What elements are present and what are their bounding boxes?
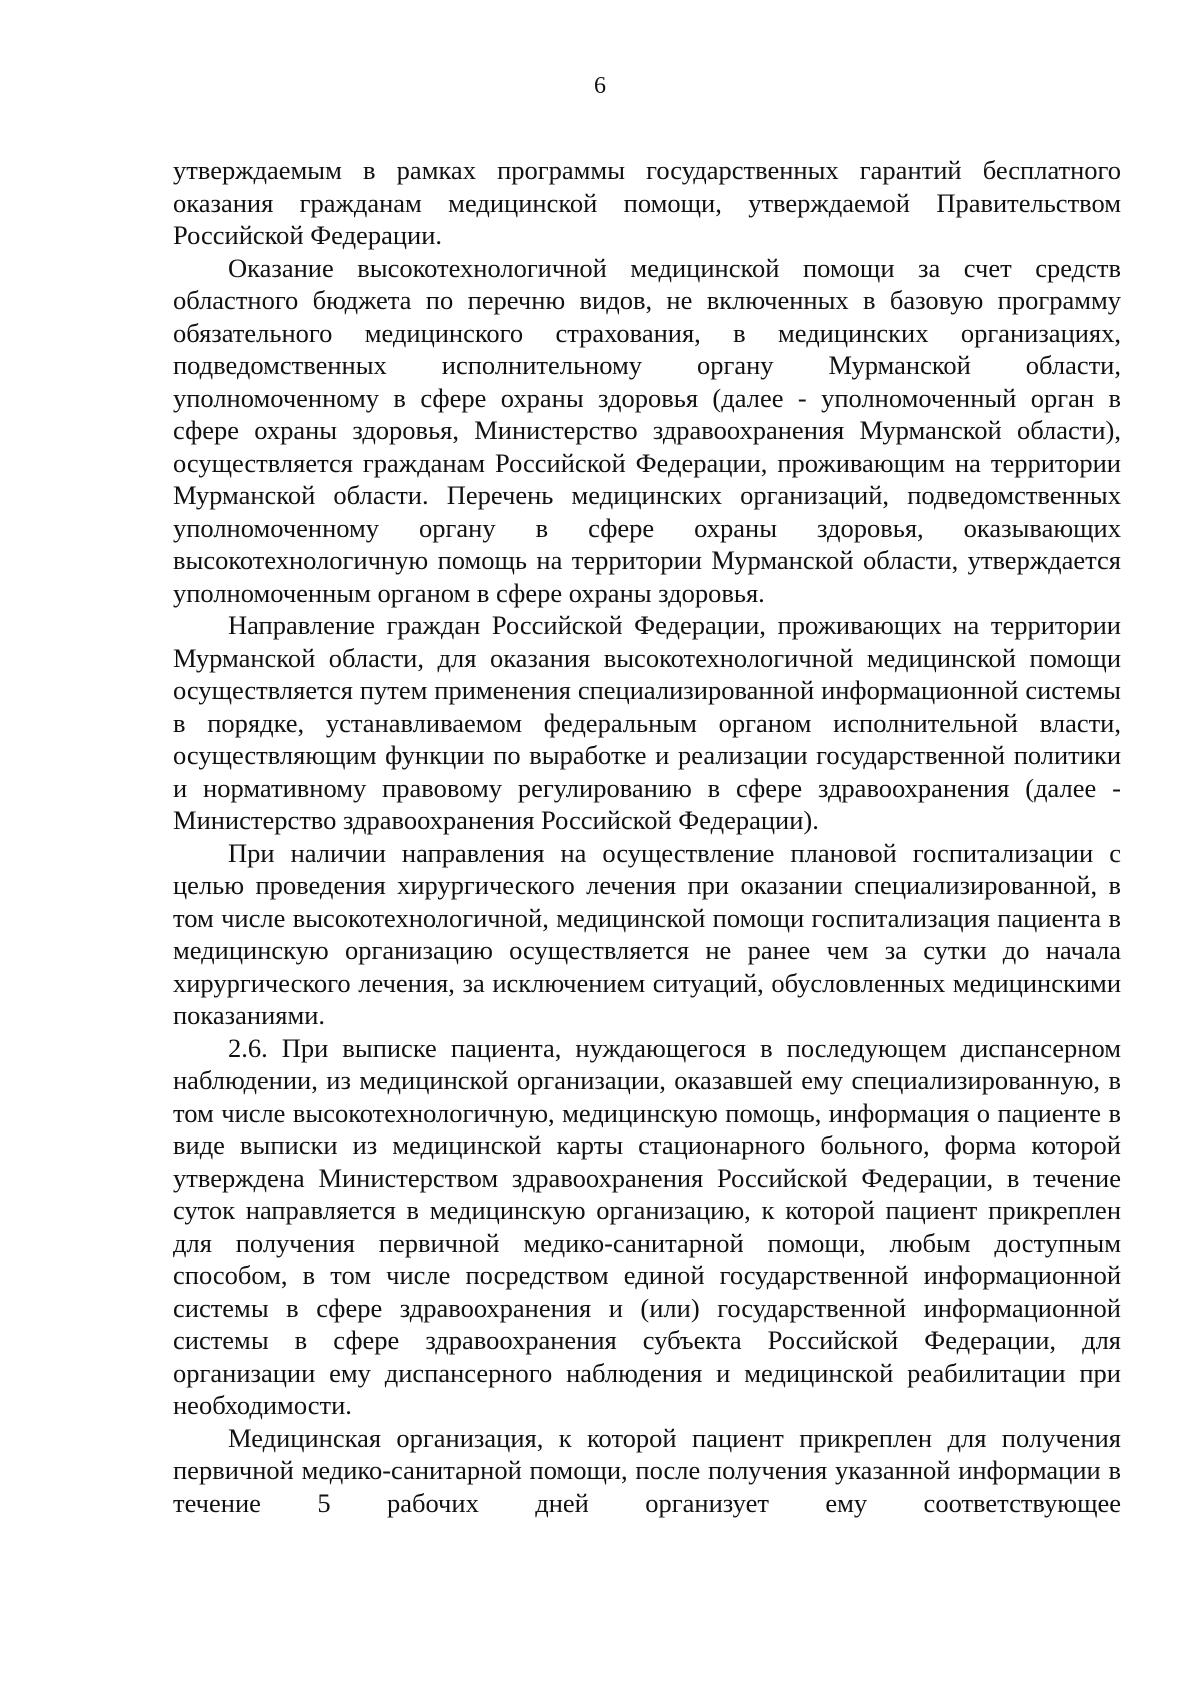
paragraph-hospitalization: При наличии направления на осуществление плановой госпитализации с целью проведения хирургического лечения при оказании специализированной, в том числе высокотехнологичной, медицинской помощи госпитализация пациента в медицинскую организацию осуществляется не ранее чем за сутки до начала хирургического лечения, за исключением ситуаций, обусловленных медицинскими показаниями. [173,837,1121,1030]
paragraph-high-tech-care: Оказание высокотехнологичной медицинской помощи за счет средств областного бюджета по перечню видов, не включенных в базовую программу обязательного медицинского страхования, в медицинских организациях, подведомственных исполнительному органу Мурманской области, уполномоченному в сфере охраны здоровья (далее - уполномоченный орган в сфере охраны здоровья, Министерство здравоохранения Мурманской области), осуществляется гражданам Российской Федерации, проживающим на территории Мурманской области. Перечень медицинских организаций, подведомственных уполномоченному органу в сфере охраны здоровья, оказывающих высокотехнологичную помощь на территории Мурманской области, утверждается уполномоченным органом в сфере охраны здоровья. [173,252,1121,608]
paragraph-continuation: утверждаемым в рамках программы государственных гарантий бесплатного оказания гражданам медицинской помощи, утверждаемой Правительством Российской Федерации. [173,155,1121,250]
paragraph-referral: Направление граждан Российской Федерации, проживающих на территории Мурманской области, для оказания высокотехнологичной медицинской помощи осуществляется путем применения специализированной информационной системы в порядке, устанавливаемом федеральным органом исполнительной власти, осуществляющим функции по выработке и реализации государственной политики и нормативному правовому регулированию в сфере здравоохранения (далее - Министерство здравоохранения Российской Федерации). [173,610,1121,835]
paragraph-discharge: 2.6. При выписке пациента, нуждающегося в последующем диспансерном наблюдении, из медицинской организации, оказавшей ему специализированную, в том числе высокотехнологичную, медицинскую помощь, информация о пациенте в виде выписки из медицинской карты стационарного больного, форма которой утверждена Министерством здравоохранения Российской Федерации, в течение суток направляется в медицинскую организацию, к которой пациент прикреплен для получения первичной медико-санитарной помощи, любым доступным способом, в том числе посредством единой государственной информационной системы в сфере здравоохранения и (или) государственной информационной системы в сфере здравоохранения субъекта Российской Федерации, для организации ему диспансерного наблюдения и медицинской реабилитации при необходимости. [173,1032,1121,1420]
paragraph-followup: Медицинская организация, к которой пациент прикреплен для получения первичной медико-санитарной помощи, после получения указанной информации в течение 5 рабочих дней организует ему соответствующее [173,1422,1121,1518]
page-number: 6 [594,73,606,99]
document-body [173,154,1121,1519]
